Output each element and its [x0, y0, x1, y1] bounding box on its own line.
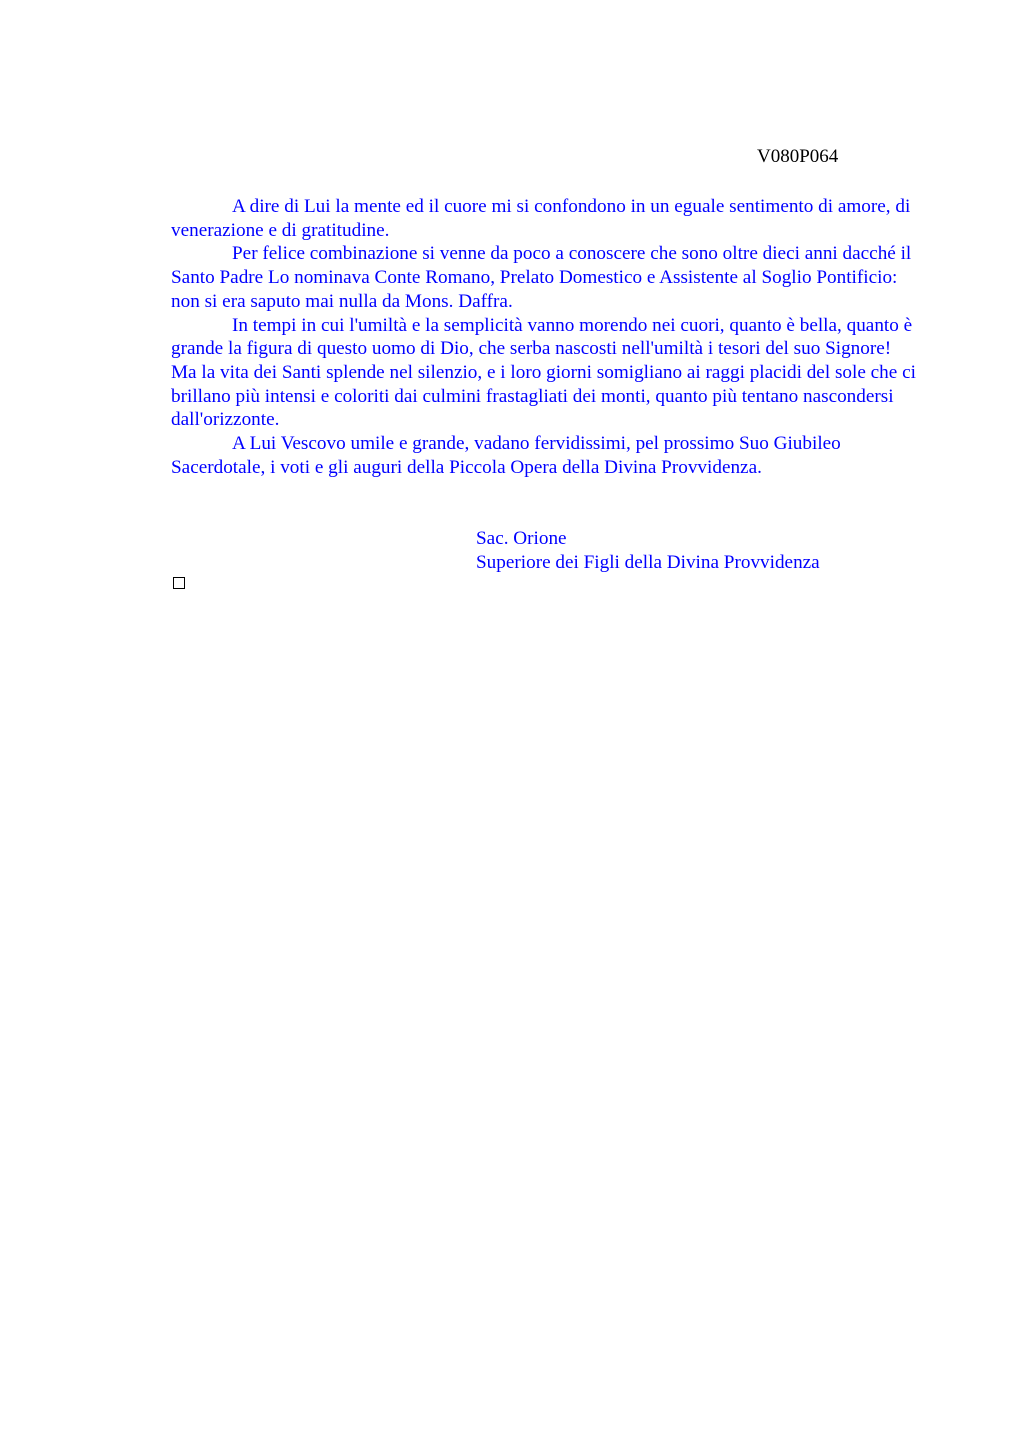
- signature-name: Sac. Orione: [476, 528, 567, 549]
- paragraph: A dire di Lui la mente ed il cuore mi si confondono in un eguale sentimento di amore, di venerazione e di gratitudine.: [171, 196, 911, 241]
- paragraph: In tempi in cui l'umiltà e la semplicità vanno morendo nei cuori, quanto è bella, quanto è grande la figura di questo uomo di Dio, che serba nascosti nell'umiltà i tesori del suo Signore! Ma la vita dei Santi splende nel silenzio, e i loro giorni somigliano ai raggi placidi del sole che ci brillano più intensi e coloriti dai culmini frastagliati dei monti, quanto più tentano nascondersi dall'orizzonte.: [171, 314, 916, 431]
- letter-body: [171, 195, 916, 479]
- paragraph: Per felice combinazione si venne da poco a conoscere che sono oltre dieci anni dacché il Santo Padre Lo nominava Conte Romano, Prelato Domestico e Assistente al Soglio Pontificio: non si era saputo mai nulla da Mons. Daffra.: [171, 243, 912, 312]
- square-box-icon: [173, 577, 185, 589]
- page-reference: V080P064: [757, 146, 839, 167]
- signature-block: [476, 527, 820, 575]
- paragraph: A Lui Vescovo umile e grande, vadano fervidissimi, pel prossimo Suo Giubileo Sacerdotale, i voti e gli auguri della Piccola Opera della Divina Provvidenza.: [171, 433, 841, 478]
- signature-title: Superiore dei Figli della Divina Provvidenza: [476, 552, 820, 573]
